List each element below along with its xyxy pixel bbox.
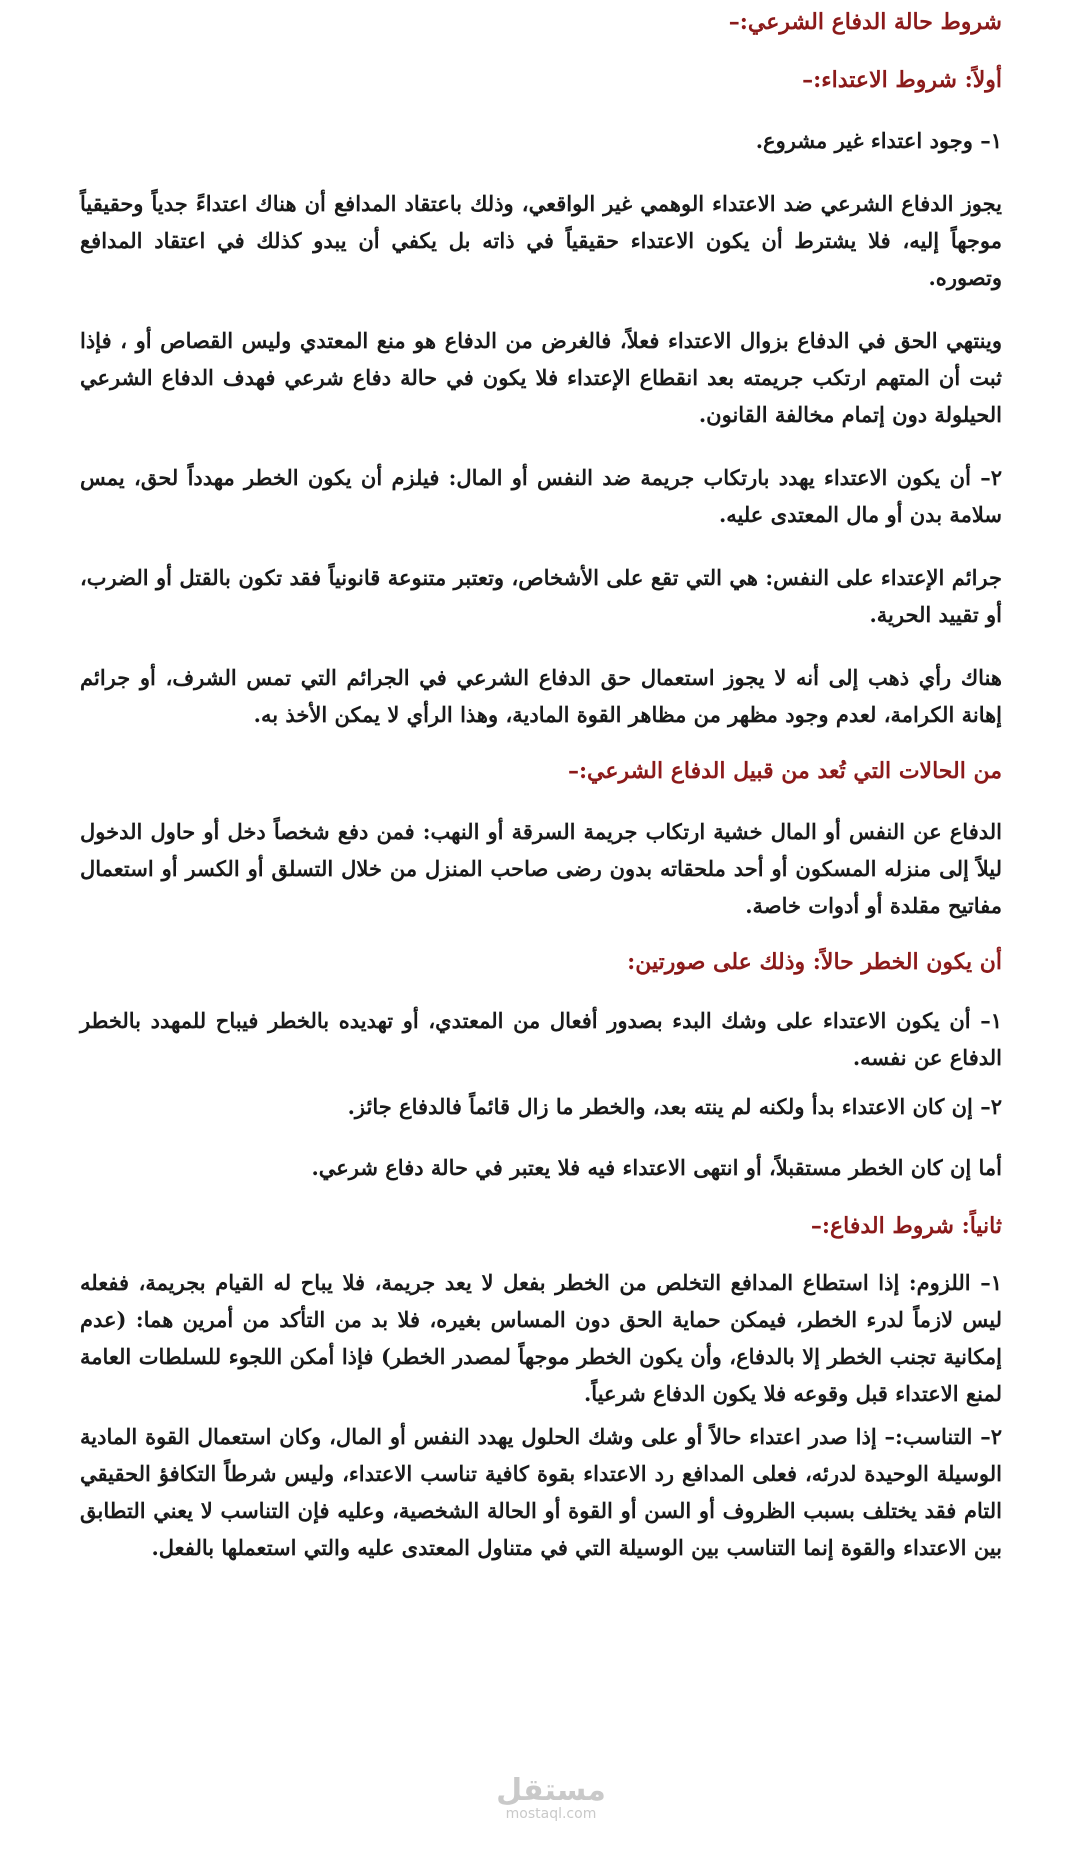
paragraph-imaginary-assault: يجوز الدفاع الشرعي ضد الاعتداء الوهمي غير الواقعي، وذلك باعتقاد المدافع أن هناك اعتداءً جدياً وحقيقياً موجهاً إليه، فلا يشترط أن يكون الاعتداء حقيقياً في ذاته بل يكفي أن يبدو كذلك في اعتقاد المدافع وتصوره. <box>80 191 1002 290</box>
condition-item-unlawful-assault: ١– وجود اعتداء غير مشروع. <box>755 128 1002 153</box>
paragraph-crimes-against-person: جرائم الإعتداء على النفس: هي التي تقع على الأشخاص، وتعتبر متنوعة قانونياً فقد تكون بالقتل أو الضرب، أو تقييد الحرية. <box>80 565 1002 627</box>
danger-form-item-2: ٢– إن كان الاعتداء بدأ ولكنه لم ينته بعد، والخطر ما زال قائماً فالدفاع جائز. <box>347 1094 1002 1119</box>
defense-condition-proportionality: ٢– التناسب:– إذا صدر اعتداء حالاً أو على وشك الحلول يهدد النفس أو المال، وكان استعمال القوة المادية الوسيلة الوحيدة لدرئه، فعلى المدافع رد الاعتداء بقوة كافية تناسب الاعتداء، وليس شرطاً التكافؤ الحقيقي التام فقد يختلف بسبب الظروف أو السن أو القوة أو الحالة الشخصية، وعليه فإن التناسب لا يعني التطابق بين الاعتداء والقوة إنما التناسب بين الوسيلة التي في متناول المعتدى عليه والتي استعملها بالفعل. <box>80 1424 1002 1560</box>
section-heading-defense-conditions: ثانياً: شروط الدفاع:– <box>810 1213 1002 1239</box>
section-heading-defense-cases: من الحالات التي تُعد من قبيل الدفاع الشرعي:– <box>567 758 1002 784</box>
paragraph-end-of-defense-right: وينتهي الحق في الدفاع بزوال الاعتداء فعلاً، فالغرض من الدفاع هو منع المعتدي وليس القصاص أو ، فإذا ثبت أن المتهم ارتكب جريمته بعد انقطاع الإعتداء فلا يكون في حالة دفاع شرعي فهدف الدفاع الشرعي الحيلولة دون إتمام مخالفة القانون. <box>80 328 1002 427</box>
document-title: شروط حالة الدفاع الشرعي:– <box>728 9 1002 35</box>
watermark-logo: مستقل <box>496 1773 606 1808</box>
watermark-url: mostaql.com <box>505 1806 597 1822</box>
defense-condition-necessity: ١– اللزوم: إذا استطاع المدافع التخلص من الخطر بفعل لا يعد جريمة، فلا يباح له القيام بجريمة، ففعله ليس لازماً لدرء الخطر، فيمكن حماية الحق دون المساس بغيره، فلا بد من التأكد من أمرين هما: (عدم إمكانية تجنب الخطر إلا بالدفاع، وأن يكون الخطر موجهاً لمصدر الخطر) فإذا أمكن اللجوء للسلطات العامة لمنع الاعتداء قبل وقوعه فلا يكون الدفاع شرعياً. <box>80 1270 1002 1406</box>
paragraph-theft-defense: الدفاع عن النفس أو المال خشية ارتكاب جريمة السرقة أو النهب: فمن دفع شخصاً دخل أو حاول الدخول ليلاً إلى منزله المسكون أو أحد ملحقاته بدون رضى صاحب المنزل من خلال التسلق أو الكسر أو استعمال مفاتيح مقلدة أو أدوات خاصة. <box>80 819 1002 918</box>
paragraph-honor-crimes-opinion: هناك رأي ذهب إلى أنه لا يجوز استعمال حق الدفاع الشرعي في الجرائم التي تمس الشرف، أو جرائم إهانة الكرامة، لعدم وجود مظهر من مظاهر القوة المادية، وهذا الرأي لا يمكن الأخذ به. <box>80 665 1002 727</box>
paragraph-future-danger: أما إن كان الخطر مستقبلاً، أو انتهى الاعتداء فيه فلا يعتبر في حالة دفاع شرعي. <box>311 1155 1002 1180</box>
section-heading-assault-conditions: أولاً: شروط الاعتداء:– <box>802 67 1002 93</box>
condition-item-threat-to-person-or-property: ٢– أن يكون الاعتداء يهدد بارتكاب جريمة ضد النفس أو المال: فيلزم أن يكون الخطر مهدداً لحق، يمس سلامة بدن أو مال المعتدى عليه. <box>80 465 1003 527</box>
danger-form-item-1: ١– أن يكون الاعتداء على وشك البدء بصدور أفعال من المعتدي، أو تهديده بالخطر فيباح للمهدد بالخطر الدفاع عن نفسه. <box>80 1008 1002 1070</box>
section-heading-imminent-danger: أن يكون الخطر حالاً: وذلك على صورتين: <box>627 949 1002 975</box>
